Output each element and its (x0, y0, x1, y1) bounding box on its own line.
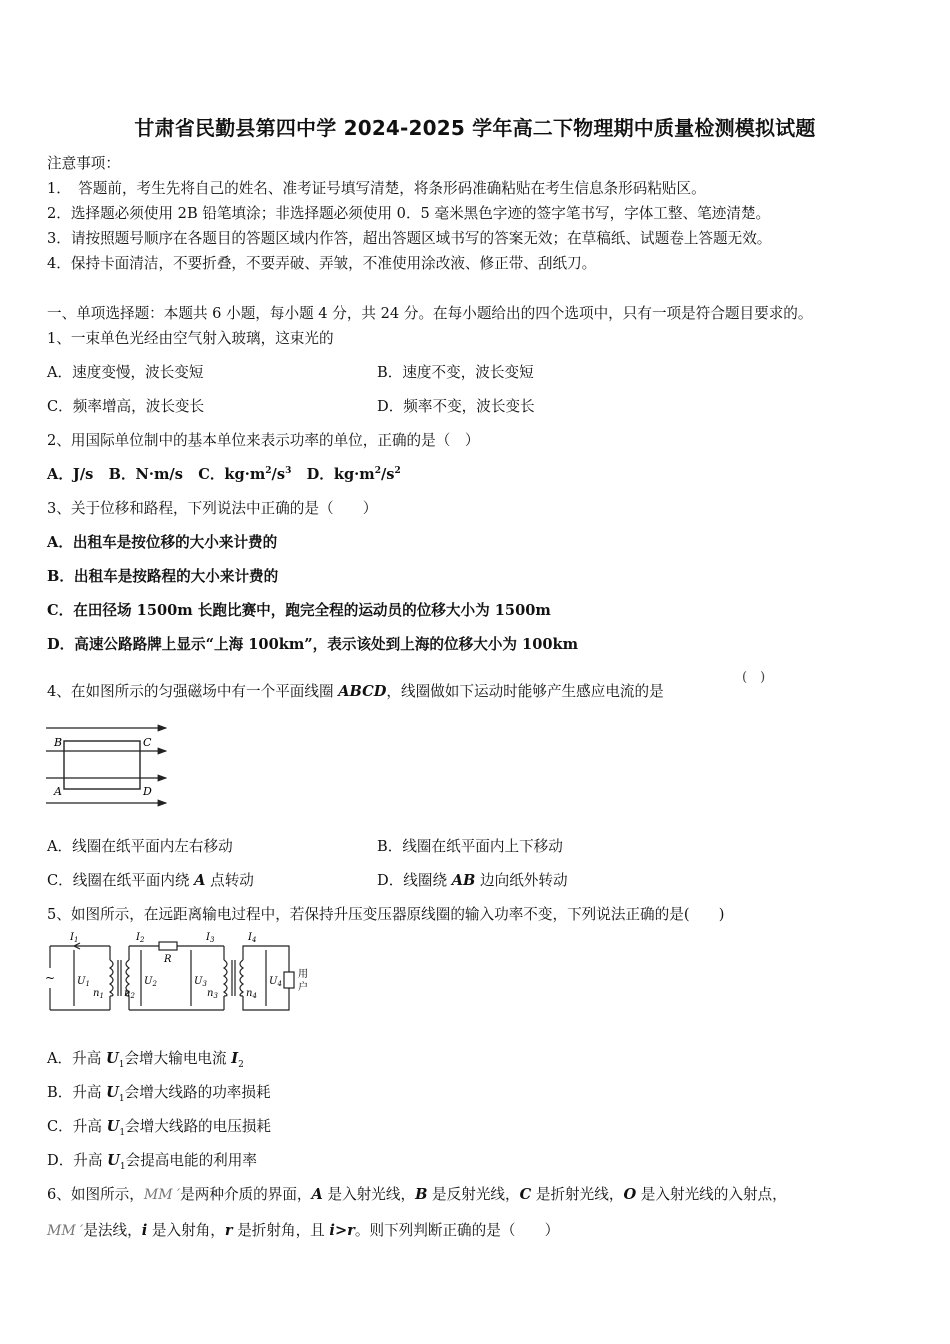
q1-option-c: C．频率增高，波长变长 (47, 398, 205, 415)
notice-item-3: 3．请按照题号顺序在各题目的答题区域内作答，超出答题区域书写的答案无效；在草稿纸、试题卷上答题无效。 (47, 230, 772, 247)
q2-option-b: B．N·m/s (108, 466, 183, 483)
q1-stem: 1、一束单色光经由空气射入玻璃，这束光的 (47, 330, 334, 347)
q2-stem: 2、用国际单位制中的基本单位来表示功率的单位，正确的是（ ） (47, 432, 480, 449)
label-u4: $U_4$ (269, 976, 282, 988)
q6-stem-line-1: 6、如图所示，MM ′是两种介质的界面，A 是入射光线，B 是反射光线，C 是折射光线，O 是入射光线的入射点， (47, 1186, 787, 1203)
q2-option-c: C．$kg\cdot m^2/s^3$ (198, 466, 292, 483)
notice-item-1: 1． 答题前，考生先将自己的姓名、准考证号填写清楚，将条形码准确粘贴在考生信息条形码粘贴区。 (47, 180, 706, 197)
label-n3: $n_3$ (207, 988, 218, 1000)
q4-option-d: D．线圈绕 AB 边向纸外转动 (377, 872, 568, 889)
q4-stem: 4、在如图所示的匀强磁场中有一个平面线圈 ABCD，线圈做如下运动时能够产生感应电流的是 (47, 683, 664, 700)
q4-magnetic-field-figure (44, 722, 174, 808)
label-n2: $n_2$ (124, 988, 135, 1000)
q3-stem: 3、关于位移和路程，下列说法中正确的是（ ） (47, 500, 378, 517)
q4-answer-bracket: ( ) (742, 670, 766, 685)
q1-option-a: A．速度变慢，波长变短 (47, 364, 204, 381)
notice-heading: 注意事项： (47, 155, 120, 172)
q1-option-b: B．速度不变，波长变短 (377, 364, 534, 381)
coil-abcd (64, 741, 140, 789)
section-heading: 一、单项选择题：本题共 6 小题，每小题 4 分，共 24 分。在每小题给出的四个选项中，只有一项是符合题目要求的。 (47, 305, 813, 322)
label-r: R (164, 954, 172, 965)
label-user-1: 用 (298, 969, 308, 980)
q3-option-c: C．在田径场 1500m 长跑比赛中，跑完全程的运动员的位移大小为 1500m (47, 602, 551, 619)
label-i3: $I_3$ (206, 932, 215, 944)
q3-option-b: B．出租车是按路程的大小来计费的 (47, 568, 279, 585)
label-n1: $n_1$ (93, 988, 104, 1000)
label-n4: $n_4$ (246, 988, 257, 1000)
q1-option-d: D．频率不变，波长变长 (377, 398, 535, 415)
q5-transmission-circuit (44, 930, 314, 1015)
label-i2: $I_2$ (136, 932, 145, 944)
label-i1: $I_1$ (70, 932, 79, 944)
q2-options (47, 463, 401, 484)
label-u2: $U_2$ (144, 976, 157, 988)
label-c: C (143, 736, 152, 749)
q3-option-d: D．高速公路路牌上显示“上海 100km”，表示该处到上海的位移大小为 100km (47, 636, 579, 653)
q2-option-d: D．$kg\cdot m^2/s^2$ (306, 466, 401, 483)
q5-stem: 5、如图所示，在远距离输电过程中，若保持升压变压器原线圈的输入功率不变，下列说法正确的是( ) (47, 906, 725, 923)
q6-stem-line-2: MM ′是法线，i 是入射角，r 是折射角，且 i>r。则下列判断正确的是（ ） (47, 1222, 560, 1239)
q4-option-b: B．线圈在纸平面内上下移动 (377, 838, 563, 855)
label-i4: $I_4$ (248, 932, 257, 944)
q5-option-d: D．升高 $U_1$会提高电能的利用率 (47, 1152, 257, 1172)
label-d: D (143, 785, 152, 798)
label-user-2: 户 (298, 982, 308, 993)
q5-option-a: A．升高 $U_1$会增大输电电流 $I_2$ (47, 1050, 244, 1070)
mm-prime-symbol: MM ′ (47, 1223, 84, 1239)
label-u3: $U_3$ (194, 976, 207, 988)
q2-option-a: A．J/s (47, 466, 94, 483)
label-u1: $U_1$ (77, 976, 90, 988)
q4-option-a: A．线圈在纸平面内左右移动 (47, 838, 233, 855)
notice-item-2: 2．选择题必须使用 2B 铅笔填涂；非选择题必须使用 0．5 毫米黑色字迹的签字笔书写，字体工整、笔迹清楚。 (47, 205, 771, 222)
notice-item-4: 4．保持卡面清洁，不要折叠，不要弄破、弄皱，不准使用涂改液、修正带、刮纸刀。 (47, 255, 597, 272)
label-a: A (54, 785, 62, 798)
q4-option-c: C．线圈在纸平面内绕 A 点转动 (47, 872, 254, 889)
ac-source-symbol: ~ (45, 971, 56, 985)
label-b: B (54, 736, 63, 749)
q5-option-b: B．升高 $U_1$会增大线路的功率损耗 (47, 1084, 271, 1104)
mm-prime-symbol: MM ′ (143, 1187, 181, 1203)
q3-option-a: A．出租车是按位移的大小来计费的 (47, 534, 278, 551)
page-title: 甘肃省民勤县第四中学 2024-2025 学年高二下物理期中质量检测模拟试题 (134, 116, 816, 140)
q5-option-c: C．升高 $U_1$会增大线路的电压损耗 (47, 1118, 272, 1138)
